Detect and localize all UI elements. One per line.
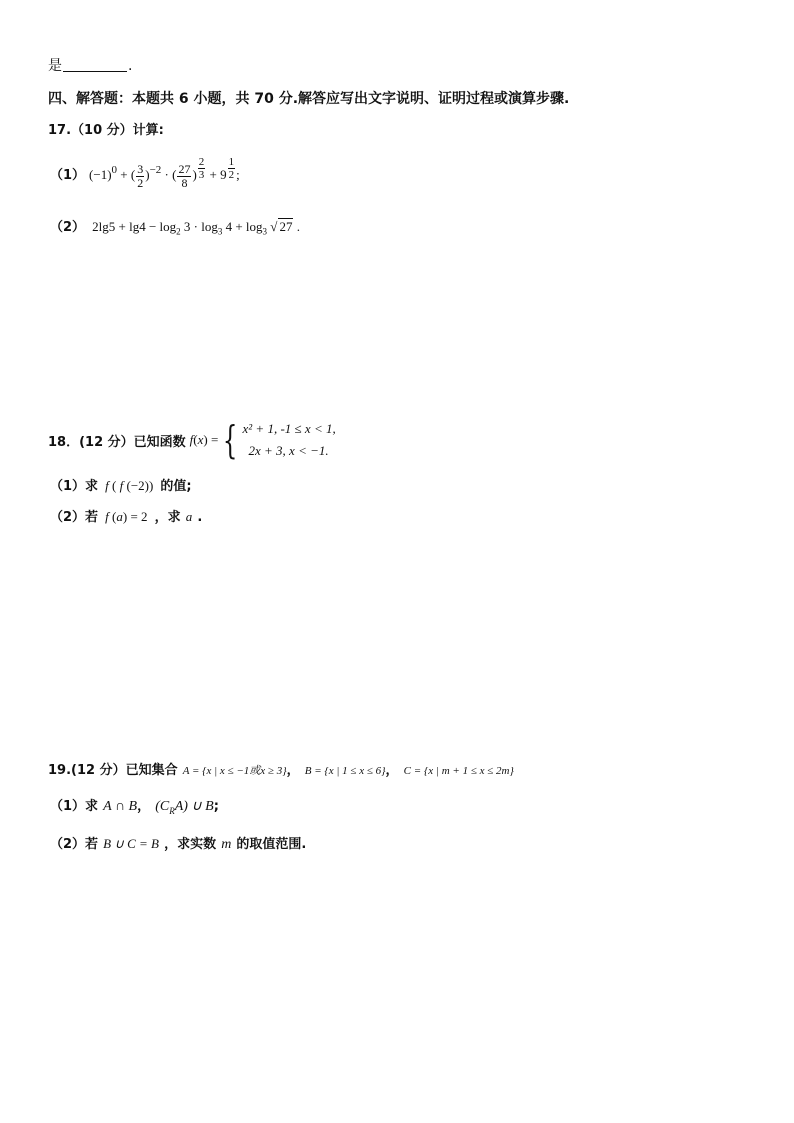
- part-label: （1）求: [50, 799, 99, 814]
- expr-union: B ∪ C = B: [103, 836, 159, 851]
- question-17-part-2: [50, 216, 300, 237]
- question-19-part-1: （1）求 A ∩ B， $(C_RA)$ ∪ B;: [50, 799, 219, 816]
- part-tail: 的值;: [160, 479, 192, 494]
- case-1: x² + 1, -1 ≤ x < 1,: [242, 421, 336, 436]
- piecewise-cases: [243, 418, 336, 462]
- case-2: 2x + 3, x < −1.: [248, 443, 329, 458]
- set-b: B = {x | 1 ≤ x ≤ 6}: [304, 765, 386, 777]
- question-19-label: 19.(12 分）已知集合: [48, 763, 178, 778]
- left-brace: {: [223, 418, 238, 462]
- part-label: （2）若: [50, 837, 99, 852]
- part-mid: ，求: [154, 510, 181, 525]
- part-label: （2）若: [50, 510, 99, 525]
- fill-in-prefix: 是: [48, 58, 62, 74]
- question-18-part-1: [50, 475, 192, 494]
- question-19-part-2: [50, 833, 306, 853]
- fill-in-suffix: .: [128, 58, 133, 74]
- part-label: （1）求: [50, 479, 99, 494]
- question-17-part-1: [50, 150, 240, 196]
- variable-a: a: [185, 509, 193, 524]
- set-a: A = {x | x ≤ −1或x ≥ 3}: [182, 765, 287, 777]
- function-name: f: [189, 432, 194, 447]
- question-18-title: 18．(12 分）已知函数 f ( x ) = { x² + 1, -1 ≤ x < 1, 2x + 3, x < −1.: [48, 418, 336, 462]
- expr-complement: $(C_RA)$ ∪ B: [155, 799, 214, 816]
- formula-18-1: f ( f (−2)): [105, 478, 154, 493]
- set-c: C = {x | m + 1 ≤ x ≤ 2m}: [403, 765, 514, 777]
- part-tail: .: [197, 510, 203, 525]
- part-label: （1）: [50, 167, 86, 183]
- section-heading: 四、解答题：本题共 6 小题，共 70 分.解答应写出文字说明、证明过程或演算步骤.: [48, 91, 570, 107]
- part-label: （2）: [50, 220, 86, 235]
- part-tail: 的取值范围.: [236, 837, 307, 852]
- question-18-part-2: [50, 506, 202, 525]
- formula-17-2: $2\lg 5 + \lg 4 - \log_2 3 \cdot \log_3 4 + \log_3$ √ 27 .: [92, 219, 300, 237]
- formula-17-1: $(-1)^0$ + ( $\frac{3}{2}$ )$^{-2}$ · ( $\frac{27}{8}$ ) $\frac{2}{3}$ + 9 $\frac{1}{2}$ ;: [89, 156, 240, 190]
- question-18-label: 18．(12 分）已知函数: [48, 434, 186, 450]
- question-17-title: 17.（10 分）计算:: [48, 123, 164, 138]
- formula-18-2: f (a) = 2: [105, 509, 148, 524]
- expr-a-intersect-b: A ∩ B: [103, 799, 138, 814]
- question-19-title: 19.(12 分）已知集合 A = {x | x ≤ −1或x ≥ 3}， B = {x | 1 ≤ x ≤ 6}， C = {x | m + 1 ≤ x ≤ 2m}: [48, 763, 514, 778]
- answer-blank[interactable]: [63, 59, 127, 72]
- fill-in-line: [48, 55, 132, 75]
- part-mid: ，求实数: [164, 837, 217, 852]
- variable-m: m: [221, 837, 232, 852]
